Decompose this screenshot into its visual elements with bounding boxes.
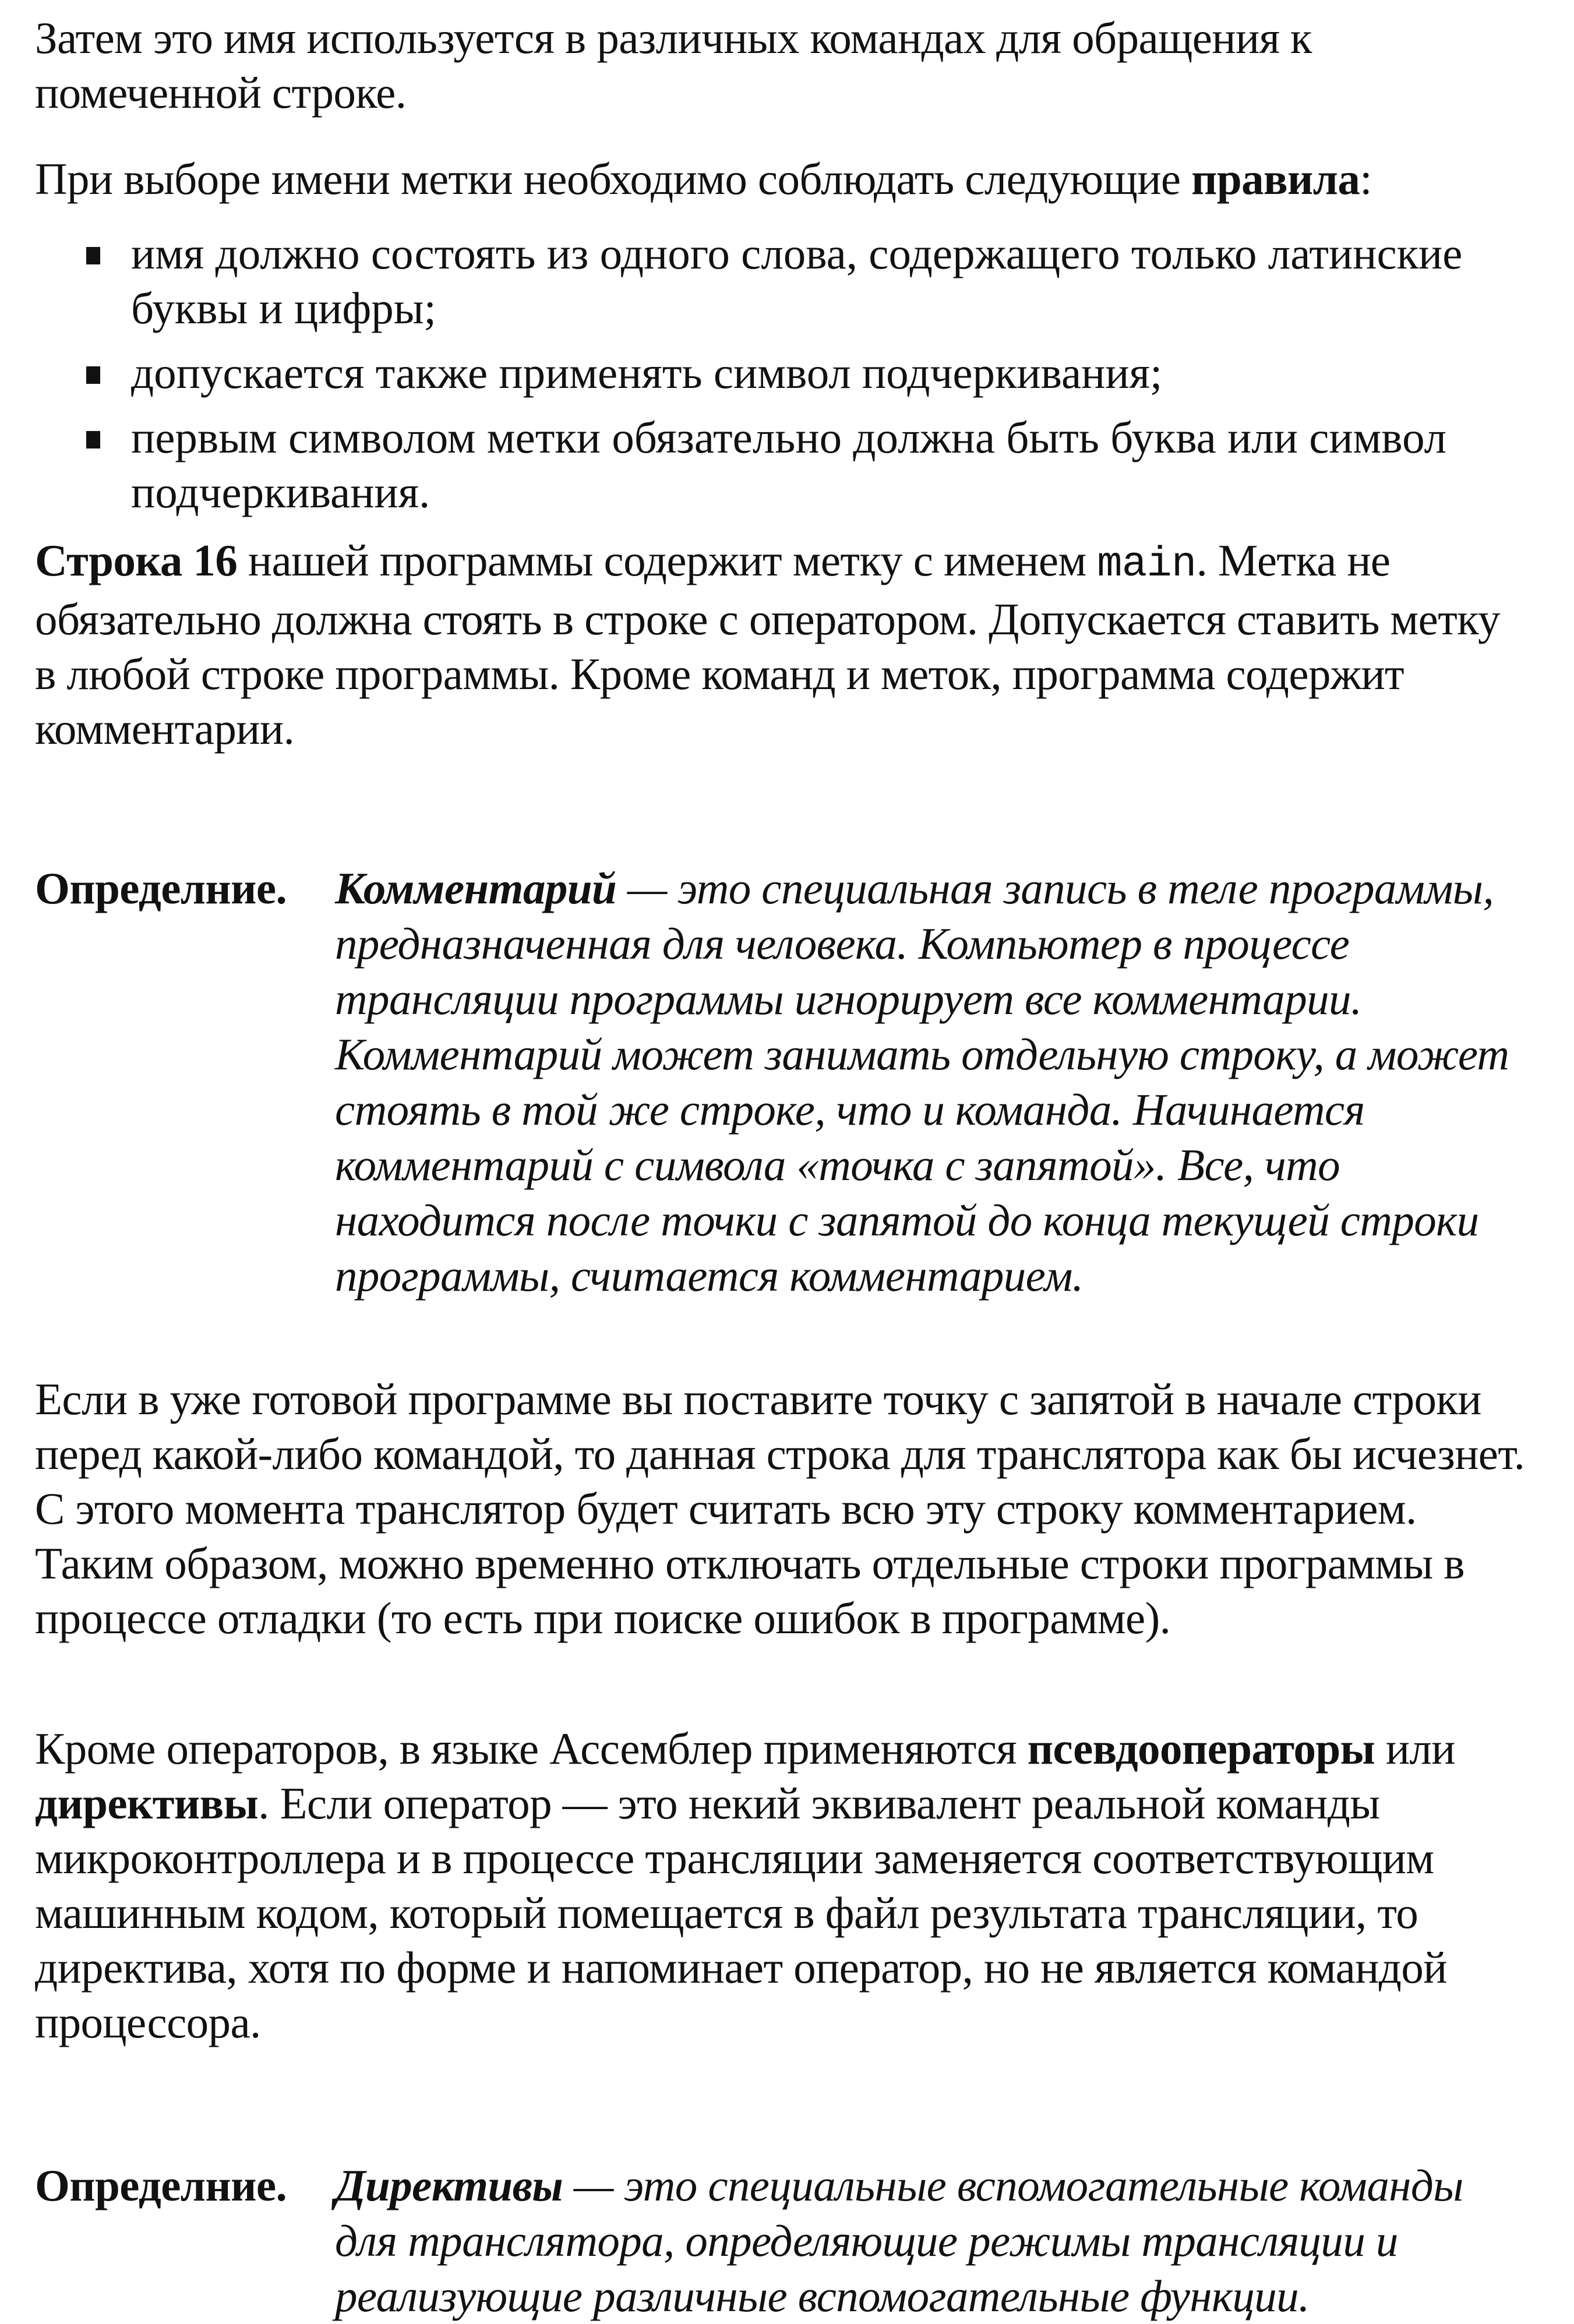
bullet-square-icon xyxy=(86,431,100,448)
label-rules-list xyxy=(35,226,1526,529)
rules-keyword: правила xyxy=(1191,154,1360,204)
pseudo-operators-term: псевдооператоры xyxy=(1027,1723,1375,1774)
line-reference: Строка 16 xyxy=(35,535,238,585)
definition-term: Директивы xyxy=(335,2160,563,2210)
definition-body: Комментарий — это специальная запись в теле программы, предназначенная для человека. Компьютер в процессе трансляции программы игнорирует все комментарии. Комментарий может занимать отдельную строку, а может стоять в той же строке, что и команда. Начинается комментарий с символа «точка с запятой». Все, что находится после точки с запятой до конца текущей строки программы, считается комментарием. xyxy=(335,863,1509,1301)
rules-intro-paragraph: При выборе имени метки необходимо соблюдать следующие правила: xyxy=(35,154,1372,204)
intro-paragraph: Затем это имя используется в различных командах для обращения к помеченной строке. xyxy=(35,13,1312,118)
definition-term: Комментарий xyxy=(335,863,617,913)
code-label-name: main xyxy=(1097,541,1197,588)
directives-paragraph: Кроме операторов, в языке Ассемблер применяются псевдооператоры или директивы. Если оператор — это некий эквивалент реальной команды микроконтроллера и в процессе трансляции заменяется соответствующим машинным кодом, который помещается в файл результата трансляции, то директива, хотя по форме и напоминает оператор, но не является командой процессора. xyxy=(35,1723,1455,2047)
definition-body: Директивы — это специальные вспомогательные команды для транслятора, определяющие режимы трансляции и реализующие различные вспомогательные функции. xyxy=(335,2160,1463,2321)
definition-directives xyxy=(35,2158,1526,2324)
bullet-square-icon xyxy=(86,247,100,264)
rule-item: имя должно состоять из одного слова, содержащего только латинские буквы и цифры; xyxy=(35,226,1526,335)
definition-label: Определние. xyxy=(35,2160,287,2210)
definition-comment xyxy=(35,861,1526,1304)
bullet-square-icon xyxy=(86,366,100,384)
rule-item: первым символом метки обязательно должна быть буква или символ подчеркивания. xyxy=(35,410,1526,520)
directives-term: директивы xyxy=(35,1778,259,1828)
rule-item: допускается также применять символ подчеркивания; xyxy=(35,345,1526,400)
definition-label: Определние. xyxy=(35,863,287,913)
semicolon-paragraph: Если в уже готовой программе вы поставите точку с запятой в начале строки перед какой-либо командой, то данная строка для транслятора как бы исчезнет. С этого момента транслятор будет считать всю эту строку комментарием. Таким образом, можно временно отключать отдельные строки программы в процессе отладки (то есть при поиске ошибок в программе). xyxy=(35,1374,1525,1643)
line16-paragraph: Строка 16 нашей программы содержит метку с именем main. Метка не обязательно должна стоять в строке с оператором. Допускается ставить метку в любой строке программы. Кроме команд и меток, программа содержит комментарии. xyxy=(35,535,1500,754)
